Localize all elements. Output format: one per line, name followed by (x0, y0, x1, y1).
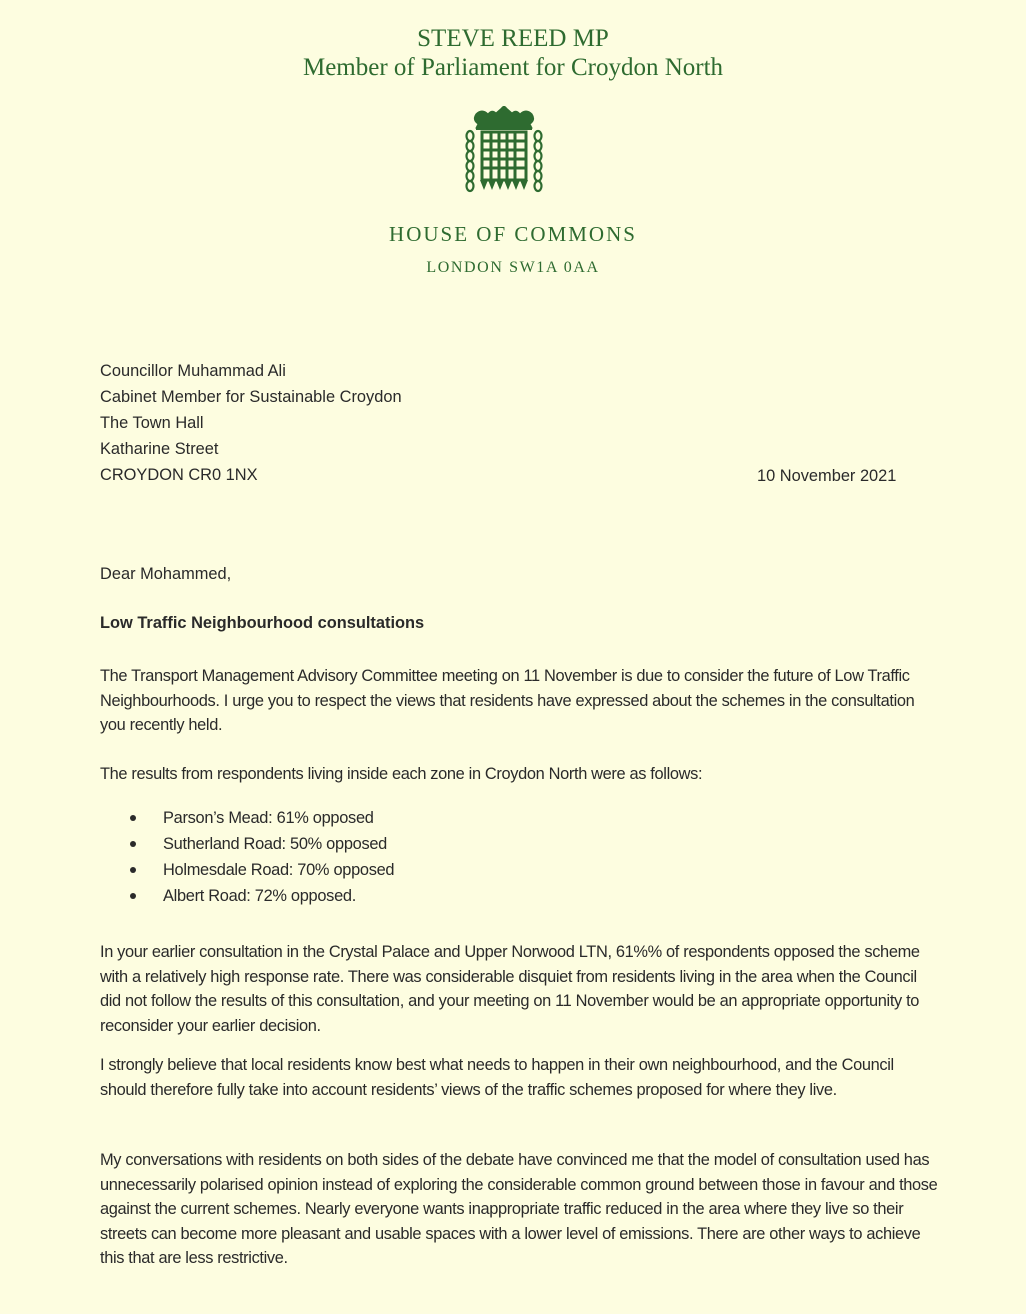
letter-date: 10 November 2021 (757, 467, 897, 485)
list-item (130, 805, 394, 831)
recipient-line: Councillor Muhammad Ali (100, 362, 286, 380)
salutation: Dear Mohammed, (100, 565, 232, 583)
list-item (130, 857, 394, 883)
recipient-address (100, 358, 402, 488)
subject-line: Low Traffic Neighbourhood consultations (100, 614, 425, 632)
mp-name: STEVE REED MP (417, 25, 609, 52)
result-text: Albert Road: 72% opposed. (163, 887, 356, 905)
paragraph: The Transport Management Advisory Committee meeting on 11 November is due to consider the future of Low Traffic Neighbourhoods. I urge you to respect the views that residents have expressed about the schemes in the consultation you recently held. (100, 667, 915, 734)
list-item (130, 883, 394, 909)
bullet-icon (130, 841, 136, 847)
institution-name: HOUSE OF COMMONS (389, 222, 637, 246)
result-text: Holmesdale Road: 70% opposed (163, 861, 395, 879)
institution-address: LONDON SW1A 0AA (426, 259, 600, 276)
paragraph: In your earlier consultation in the Crystal Palace and Upper Norwood LTN, 61%% of respondents opposed the scheme with a relatively high response rate. There was considerable disquiet from residents living in the area when the Council did not follow the results of this consultation, and your meeting on 11 November would be an appropriate opportunity to reconsider your earlier decision. (100, 943, 920, 1035)
results-list (130, 805, 394, 909)
portcullis-icon (462, 106, 546, 196)
paragraph: The results from respondents living inside each zone in Croydon North were as follows: (100, 765, 703, 783)
result-text: Parson’s Mead: 61% opposed (163, 809, 374, 827)
recipient-line: Cabinet Member for Sustainable Croydon (100, 388, 402, 406)
result-text: Sutherland Road: 50% opposed (163, 835, 387, 853)
paragraph: My conversations with residents on both sides of the debate have convinced me that the model of consultation used has unnecessarily polarised opinion instead of exploring the considerable common ground between those in favour and those against the current schemes. Nearly everyone wants inappropriate traffic reduced in the area where they live so their streets can become more pleasant and usable spaces with a lower level of emissions. There are other ways to achieve this that are less restrictive. (100, 1151, 938, 1267)
paragraph: I strongly believe that local residents know best what needs to happen in their own neighbourhood, and the Council should therefore fully take into account residents’ views of the traffic schemes proposed for where they live. (100, 1056, 894, 1099)
bullet-icon (130, 867, 136, 873)
bullet-icon (130, 893, 136, 899)
bullet-icon (130, 815, 136, 821)
recipient-line: The Town Hall (100, 414, 204, 432)
mp-constituency: Member of Parliament for Croydon North (302, 54, 724, 81)
recipient-line: CROYDON CR0 1NX (100, 466, 258, 484)
recipient-line: Katharine Street (100, 440, 219, 458)
list-item (130, 831, 394, 857)
